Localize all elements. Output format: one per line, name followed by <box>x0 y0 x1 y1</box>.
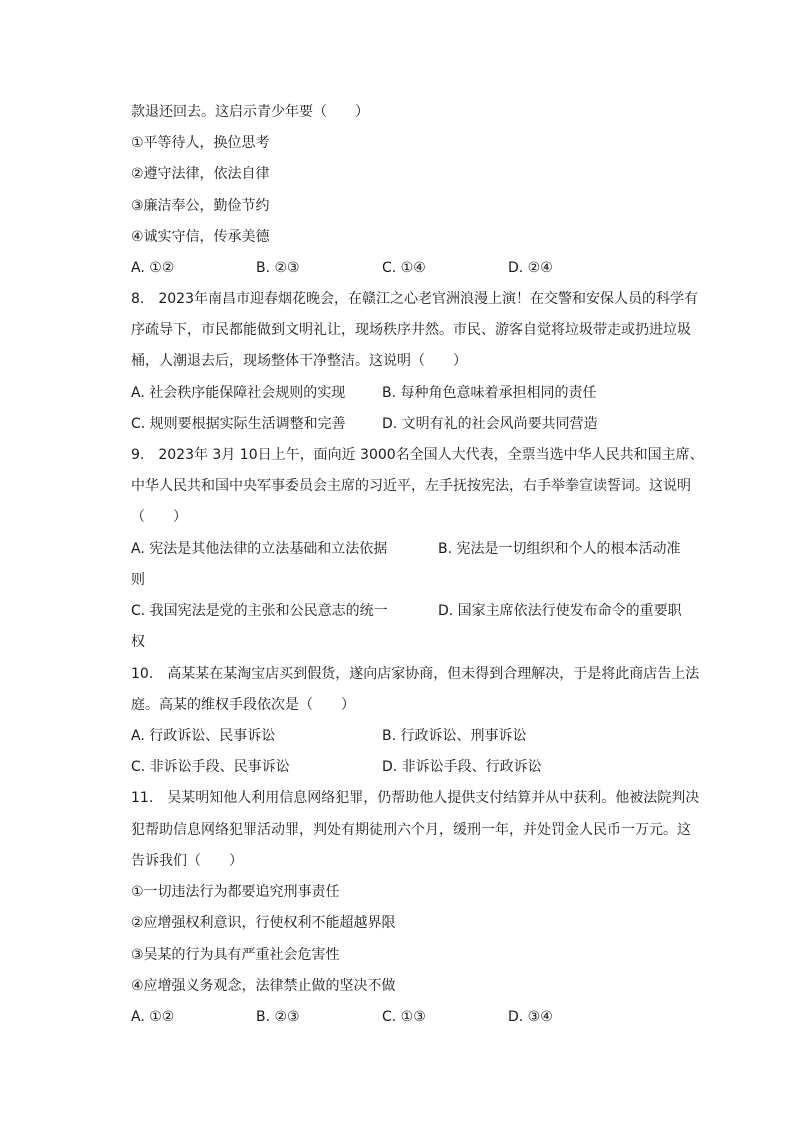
q7-option-d: D. ②④ <box>508 260 553 276</box>
q7-option-a: A. ①② <box>131 260 175 276</box>
q7-statement-3: ③廉洁奉公，勤俭节约 <box>131 198 270 214</box>
q9-option-c: C. 我国宪法是党的主张和公民意志的统一 <box>131 603 388 619</box>
q7-statement-1: ①平等待人，换位思考 <box>131 135 270 151</box>
q11-statement-4: ④应增强义务观念，法律禁止做的坚决不做 <box>131 978 396 994</box>
q7-option-b: B. ②③ <box>256 260 300 276</box>
q11-option-a: A. ①② <box>131 1009 175 1025</box>
q9-stem-line-3: （ ） <box>131 509 187 525</box>
q9-option-d: D. 国家主席依法行使发布命令的重要职 <box>438 603 682 619</box>
q9-stem-line-1: 9. 2023年 3月 10日上午，面向近 3000名全国人大代表，全票当选中华人民共和国主席、 <box>131 447 704 463</box>
q10-option-c: C. 非诉讼手段、民事诉讼 <box>131 759 290 775</box>
q11-statement-1: ①一切违法行为都要追究刑事责任 <box>131 884 340 900</box>
q7-stem: 款退还回去。这启示青少年要（ ） <box>131 104 369 120</box>
q11-statement-2: ②应增强权利意识，行使权利不能超越界限 <box>131 915 396 931</box>
q7-statement-2: ②遵守法律，依法自律 <box>131 166 270 182</box>
q10-stem-line-1: 10. 高某某在某淘宝店买到假货，遂向店家协商，但未得到合理解决，于是将此商店告上法 <box>131 666 700 682</box>
q8-stem-line-3: 桶，人潮退去后，现场整体干净整洁。这说明（ ） <box>131 353 467 369</box>
q11-option-d: D. ③④ <box>508 1009 553 1025</box>
q8-option-a: A. 社会秩序能保障社会规则的实现 <box>131 385 346 401</box>
q9-stem-line-2: 中华人民共和国中央军事委员会主席的习近平，左手抚按宪法，右手举拳宣读誓词。这说明 <box>131 478 691 494</box>
q9-option-b-continued: 则 <box>131 572 145 588</box>
q10-stem-line-2: 庭。高某的维权手段依次是（ ） <box>131 697 355 713</box>
q9-option-b: B. 宪法是一切组织和个人的根本活动准 <box>438 541 681 557</box>
q10-option-a: A. 行政诉讼、民事诉讼 <box>131 728 276 744</box>
q11-statement-3: ③吴某的行为具有严重社会危害性 <box>131 947 340 963</box>
q8-option-c: C. 规则要根据实际生活调整和完善 <box>131 416 346 432</box>
q11-stem-line-1: 11. 吴某明知他人利用信息网络犯罪，仍帮助他人提供支付结算并从中获利。他被法院判决 <box>131 790 700 806</box>
q7-option-c: C. ①④ <box>382 260 426 276</box>
q11-stem-line-2: 犯帮助信息网络犯罪活动罪，判处有期徒刑六个月，缓刑一年，并处罚金人民币一万元。这 <box>131 822 691 838</box>
q9-option-d-continued: 权 <box>131 634 145 650</box>
q11-stem-line-3: 告诉我们（ ） <box>131 853 243 869</box>
q7-statement-4: ④诚实守信，传承美德 <box>131 229 270 245</box>
q10-option-d: D. 非诉讼手段、行政诉讼 <box>382 759 542 775</box>
q9-option-a: A. 宪法是其他法律的立法基础和立法依据 <box>131 541 388 557</box>
q8-stem-line-1: 8. 2023年南昌市迎春烟花晚会，在赣江之心老官洲浪漫上演！在交警和安保人员的科学有 <box>131 291 698 307</box>
q8-option-d: D. 文明有礼的社会风尚要共同营造 <box>382 416 598 432</box>
q11-option-c: C. ①③ <box>382 1009 426 1025</box>
q11-option-b: B. ②③ <box>256 1009 300 1025</box>
q8-option-b: B. 每种角色意味着承担相同的责任 <box>382 385 597 401</box>
q10-option-b: B. 行政诉讼、刑事诉讼 <box>382 728 527 744</box>
q8-stem-line-2: 序疏导下，市民都能做到文明礼让，现场秩序井然。市民、游客自觉将垃圾带走或扔进垃圾 <box>131 322 691 338</box>
